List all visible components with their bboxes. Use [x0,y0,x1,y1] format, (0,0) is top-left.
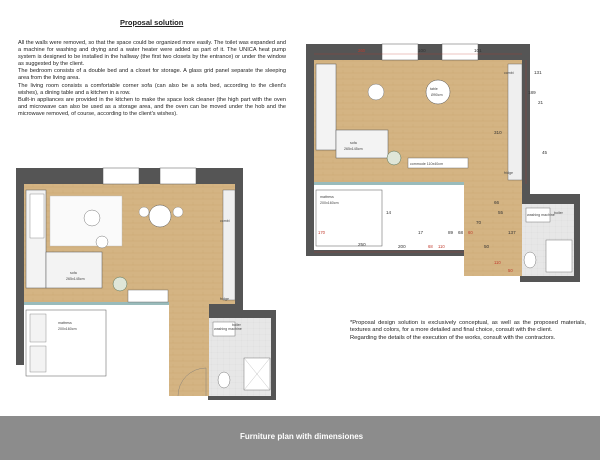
description-paragraph: All the walls were removed, so that the space could be organized more easily. The toilet was expanded and a machine for washing and drying and a water heater were added as part of it. The UNICA heat pump system is designed to be installed in the hallway (the first two closets by the entrance) or under the window as suggested by the client. [18,40,286,68]
floor-plan-left [8,160,288,405]
boiler-label: boiler [232,323,241,327]
dimension-label: 100 [418,48,426,53]
boiler-label: boiler [554,211,563,215]
dimension-label: 60 [468,230,473,235]
disclaimer-paragraph: Regarding the details of the execution of the works, consult with the contractors. [350,334,556,341]
dimension-label: 260 [358,48,365,53]
dimension-label: 89 [448,230,454,235]
window [382,44,418,60]
sofa-label: sofa [70,271,77,275]
fridge-label: fridge [220,297,229,301]
mattress-size-label: 200x160cm [320,201,339,205]
dimension-label: 21 [538,100,544,105]
coffee-table [84,210,100,226]
dimension-label: 310 [494,130,502,135]
hall-floor [169,304,209,396]
mattress-label: mattress [320,195,334,199]
dining-table [149,205,171,227]
dimension-label: 68 [458,230,464,235]
kitchen-counter [223,190,235,300]
glass-partition [314,182,464,185]
wardrobe [128,290,168,302]
table-label: table [430,87,438,91]
dimension-label: 131 [534,70,542,75]
dimension-label: 110 [438,244,445,249]
dimension-label: 170 [318,230,325,235]
dimension-label: 45 [542,150,548,155]
dimension-label: 17 [418,230,424,235]
disclaimer-paragraph: *Proposal design solution is exclusively conceptual, as well as the proposed materials, textures and colors, for a more detailed and final choice, consult with the client. [350,320,586,334]
sofa-size-label: 265x145cm [66,277,85,281]
sofa-label: sofa [350,141,357,145]
description-paragraph: The bedroom consists of a double bed and a closet for storage. A glass grid panel separate the sleeping area from the living area. [18,68,286,82]
description-text [18,40,286,118]
mattress-label: mattress [58,321,72,325]
sofa-size-label: 265x145cm [344,147,363,151]
chair [173,207,183,217]
window [442,44,478,60]
description-paragraph: The living room consists a comfortable corner sofa (can also be a sofa bed, according to the client's wishes), a dining table and a kitchen in a row. [18,82,286,96]
washing-label: washing machine [527,213,555,217]
table-size-label: Ø90cm [431,93,443,97]
toilet [218,372,230,388]
combi-label: combi [220,219,230,223]
dining-table [426,80,450,104]
dimension-label: 14 [386,210,392,215]
dimension-label: 137 [508,230,516,235]
disclaimer-text [350,320,586,342]
dimension-label: 101 [474,48,482,53]
floor-plan-right [298,34,594,292]
footer-title: Furniture plan with dimensiones [240,432,364,441]
dimension-label: 66 [494,200,500,205]
window [160,168,196,184]
combi-label: combi [504,71,514,75]
fridge-label: fridge [504,171,513,175]
washing-label: washing machine [214,327,242,331]
plant-icon [387,151,401,165]
double-bed [26,310,106,376]
dimension-label: 110 [494,260,501,265]
dimension-label: 55 [498,210,504,215]
dimension-label: 200 [398,244,406,249]
kitchen-counter [508,64,522,180]
shower [546,240,572,272]
page-title: Proposal solution [120,18,184,27]
description-paragraph: Built-in appliances are provided in the kitchen to make the space look cleaner (the high part with the oven and microwave can also be used as a storage area, and the oven can be moved under the hob and the microwave removed, of course, according to the client's wishes). [18,96,286,117]
chair [139,207,149,217]
coffee-table [96,236,108,248]
plant-icon [113,277,127,291]
dimension-label: 68 [428,244,433,249]
mattress-size-label: 200x160cm [58,327,77,331]
dimension-label: 250 [358,242,366,247]
window [103,168,139,184]
dimension-label: 50 [484,244,490,249]
glass-partition [24,302,169,305]
toilet [524,252,536,268]
commode-label: commode 110x40cm [410,162,444,166]
coffee-table [368,84,384,100]
dimension-label: 70 [476,220,482,225]
footer-bar [0,416,600,460]
dimension-label: 50 [508,268,513,273]
dimension-label: 189 [528,90,536,95]
